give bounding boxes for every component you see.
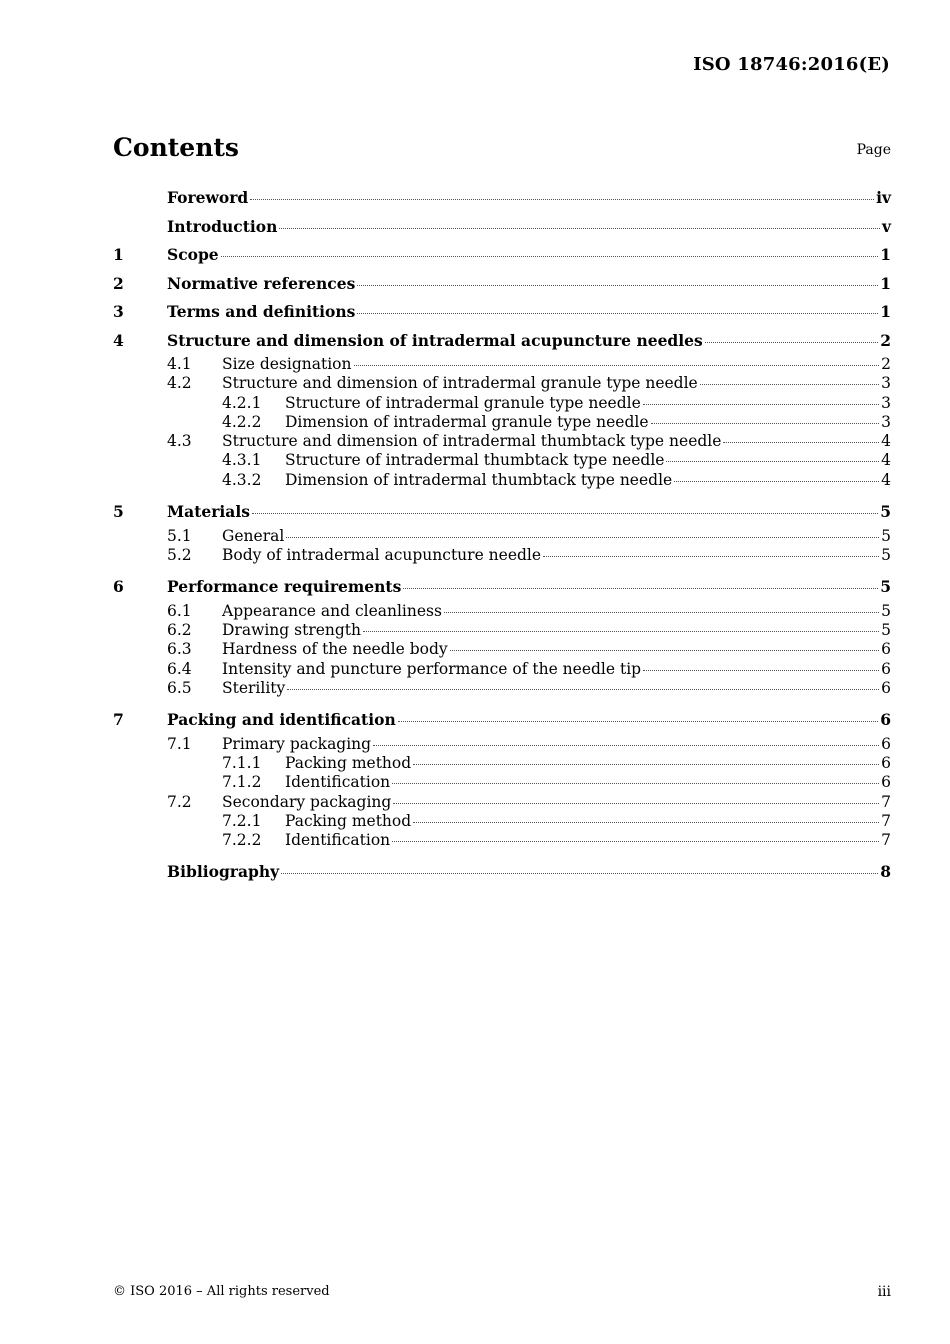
toc-entry-title: Sterility: [222, 678, 286, 697]
toc-entry-page: 5: [881, 620, 891, 639]
toc-entry-page: iv: [876, 188, 891, 207]
dot-leader: [392, 783, 879, 784]
toc-entry-page: 2: [881, 355, 891, 373]
toc-entry-number: 7.1.1: [222, 753, 262, 772]
dot-leader: [354, 365, 880, 366]
toc-entry-page: 5: [880, 577, 891, 597]
toc-entry-title: Identification: [285, 773, 391, 792]
toc-entry-title: Scope: [167, 245, 219, 264]
toc-entry[interactable]: [113, 270, 891, 299]
toc-entry[interactable]: [113, 812, 891, 831]
table-of-contents: [113, 184, 891, 887]
toc-entry[interactable]: [113, 213, 891, 242]
toc-entry[interactable]: [113, 660, 891, 679]
dot-leader: [450, 650, 879, 651]
toc-entry[interactable]: [113, 451, 891, 470]
dot-leader: [444, 612, 879, 613]
copyright-notice: © ISO 2016 – All rights reserved: [113, 1284, 330, 1299]
dot-leader: [250, 199, 874, 200]
toc-entry-number: 4.3.1: [222, 451, 262, 470]
toc-entry-number: 4.3: [167, 432, 192, 451]
toc-entry[interactable]: [113, 858, 891, 887]
toc-entry-number: 1: [113, 245, 124, 264]
dot-leader: [357, 285, 878, 286]
toc-entry-number: 4.2.1: [222, 393, 262, 412]
contents-title: Contents: [113, 133, 240, 162]
toc-entry-page: 6: [881, 773, 891, 792]
toc-entry-number: 6.3: [167, 640, 192, 659]
toc-entry-title: Drawing strength: [222, 620, 362, 639]
toc-entry-number: 7: [113, 710, 124, 730]
toc-entry-number: 5.2: [167, 545, 192, 564]
toc-entry-page: 6: [880, 710, 891, 730]
dot-leader: [392, 841, 879, 842]
toc-entry[interactable]: [113, 773, 891, 792]
toc-entry-number: 3: [113, 302, 124, 321]
toc-entry[interactable]: [113, 394, 891, 413]
toc-entry-title: Body of intradermal acupuncture needle: [222, 545, 542, 564]
toc-entry[interactable]: [113, 374, 891, 393]
toc-entry-title: Size designation: [222, 355, 352, 373]
dot-leader: [543, 556, 879, 557]
toc-entry-number: 7.2: [167, 792, 192, 811]
toc-entry-number: 6.4: [167, 659, 192, 678]
toc-entry-number: 6.2: [167, 620, 192, 639]
toc-entry-title: Foreword: [167, 188, 249, 207]
toc-entry-number: 7.2.2: [222, 831, 262, 850]
toc-entry-title: Packing method: [285, 811, 412, 830]
toc-entry-title: Appearance and cleanliness: [222, 601, 442, 620]
toc-entry-title: Normative references: [167, 273, 356, 293]
dot-leader: [398, 721, 878, 722]
toc-entry[interactable]: [113, 735, 891, 754]
toc-entry-page: 3: [881, 412, 891, 431]
toc-entry-number: 4.3.2: [222, 470, 262, 489]
toc-entry[interactable]: [113, 327, 891, 356]
toc-entry-number: 4.2.2: [222, 412, 262, 431]
page-column-label: Page: [856, 142, 891, 158]
toc-entry[interactable]: [113, 498, 891, 527]
toc-entry[interactable]: [113, 432, 891, 451]
toc-entry[interactable]: [113, 602, 891, 621]
dot-leader: [651, 423, 880, 424]
toc-entry-title: Dimension of intradermal thumbtack type needle: [285, 470, 673, 489]
dot-leader: [393, 803, 879, 804]
toc-entry-title: Packing method: [285, 753, 412, 772]
toc-entry-number: 7.1.2: [222, 773, 262, 792]
toc-entry-page: 1: [880, 245, 891, 264]
dot-leader: [287, 689, 879, 690]
toc-entry-number: 4: [113, 330, 124, 350]
toc-entry-page: 5: [881, 601, 891, 620]
dot-leader: [357, 313, 878, 314]
toc-entry-number: 7.2.1: [222, 811, 262, 830]
toc-entry-number: 4.1: [167, 355, 192, 373]
toc-entry-title: General: [222, 526, 285, 545]
toc-entry-page: 6: [881, 734, 891, 753]
dot-leader: [252, 513, 878, 514]
toc-entry[interactable]: [113, 241, 891, 270]
toc-entry-title: Secondary packaging: [222, 792, 392, 811]
toc-entry-title: Primary packaging: [222, 734, 372, 753]
toc-entry-title: Introduction: [167, 216, 278, 236]
toc-entry-page: 6: [881, 659, 891, 678]
dot-leader: [666, 461, 879, 462]
toc-entry-title: Bibliography: [167, 862, 280, 882]
dot-leader: [643, 670, 879, 671]
toc-entry-page: 7: [881, 831, 891, 850]
document-header: ISO 18746:2016(E): [693, 54, 890, 75]
page-number: iii: [877, 1284, 891, 1300]
toc-entry[interactable]: [113, 679, 891, 698]
toc-entry[interactable]: [113, 527, 891, 546]
dot-leader: [363, 631, 879, 632]
toc-entry-number: 6.5: [167, 678, 192, 697]
toc-entry[interactable]: [113, 546, 891, 565]
toc-entry[interactable]: [113, 355, 891, 374]
toc-entry-number: 2: [113, 273, 124, 293]
toc-entry-title: Hardness of the needle body: [222, 640, 448, 659]
toc-entry[interactable]: [113, 793, 891, 812]
toc-entry-page: 4: [881, 432, 891, 451]
toc-entry-page: 6: [881, 640, 891, 659]
toc-entry[interactable]: [113, 471, 891, 490]
toc-entry[interactable]: [113, 573, 891, 602]
toc-entry[interactable]: [113, 413, 891, 432]
toc-entry-title: Intensity and puncture performance of the needle tip: [222, 659, 642, 678]
toc-entry-number: 6.1: [167, 601, 192, 620]
toc-entry[interactable]: [113, 831, 891, 850]
toc-entry-number: 4.2: [167, 374, 192, 393]
contents-heading-bar: [113, 133, 891, 167]
toc-entry[interactable]: [113, 706, 891, 735]
dot-leader: [403, 588, 878, 589]
dot-leader: [413, 764, 879, 765]
dot-leader: [705, 342, 878, 343]
toc-entry-page: 5: [881, 545, 891, 564]
dot-leader: [281, 873, 878, 874]
toc-entry-number: 7.1: [167, 734, 192, 753]
toc-entry-page: 3: [881, 393, 891, 412]
dot-leader: [413, 822, 879, 823]
toc-entry-page: 3: [881, 374, 891, 393]
dot-leader: [674, 481, 879, 482]
toc-entry-page: 1: [880, 302, 891, 321]
dot-leader: [286, 537, 879, 538]
toc-entry-title: Structure of intradermal granule type needle: [285, 393, 641, 412]
toc-entry-number: 6: [113, 577, 124, 597]
toc-entry-page: 2: [880, 330, 891, 350]
toc-entry-title: Identification: [285, 831, 391, 850]
dot-leader: [221, 256, 879, 257]
toc-entry-title: Structure and dimension of intradermal thumbtack type needle: [222, 432, 722, 451]
toc-entry-number: 5.1: [167, 526, 192, 545]
toc-entry-page: 7: [881, 792, 891, 811]
toc-entry[interactable]: [113, 184, 891, 213]
dot-leader: [279, 228, 880, 229]
toc-entry-page: 6: [881, 678, 891, 697]
toc-entry-page: 1: [880, 273, 891, 293]
toc-entry-page: 6: [881, 753, 891, 772]
toc-entry[interactable]: [113, 640, 891, 659]
toc-entry-number: 5: [113, 502, 124, 522]
dot-leader: [723, 442, 879, 443]
dot-leader: [643, 404, 879, 405]
toc-entry-title: Structure and dimension of intradermal granule type needle: [222, 374, 698, 393]
toc-entry-page: 7: [881, 811, 891, 830]
toc-entry-page: 8: [880, 862, 891, 882]
toc-entry-page: 5: [880, 502, 891, 522]
toc-entry-title: Structure of intradermal thumbtack type needle: [285, 451, 665, 470]
toc-entry-title: Materials: [167, 502, 250, 522]
toc-entry[interactable]: [113, 754, 891, 773]
toc-entry-page: 5: [881, 526, 891, 545]
toc-entry-page: 4: [881, 451, 891, 470]
toc-entry-page: 4: [881, 470, 891, 489]
toc-entry-title: Performance requirements: [167, 577, 402, 597]
dot-leader: [373, 745, 879, 746]
toc-entry-title: Packing and identification: [167, 710, 396, 730]
toc-entry-title: Structure and dimension of intradermal acupuncture needles: [167, 330, 703, 350]
toc-entry-title: Terms and definitions: [167, 302, 356, 321]
toc-entry-title: Dimension of intradermal granule type needle: [285, 412, 649, 431]
dot-leader: [700, 384, 879, 385]
toc-entry[interactable]: [113, 298, 891, 327]
toc-entry[interactable]: [113, 621, 891, 640]
toc-entry-page: v: [881, 216, 891, 236]
